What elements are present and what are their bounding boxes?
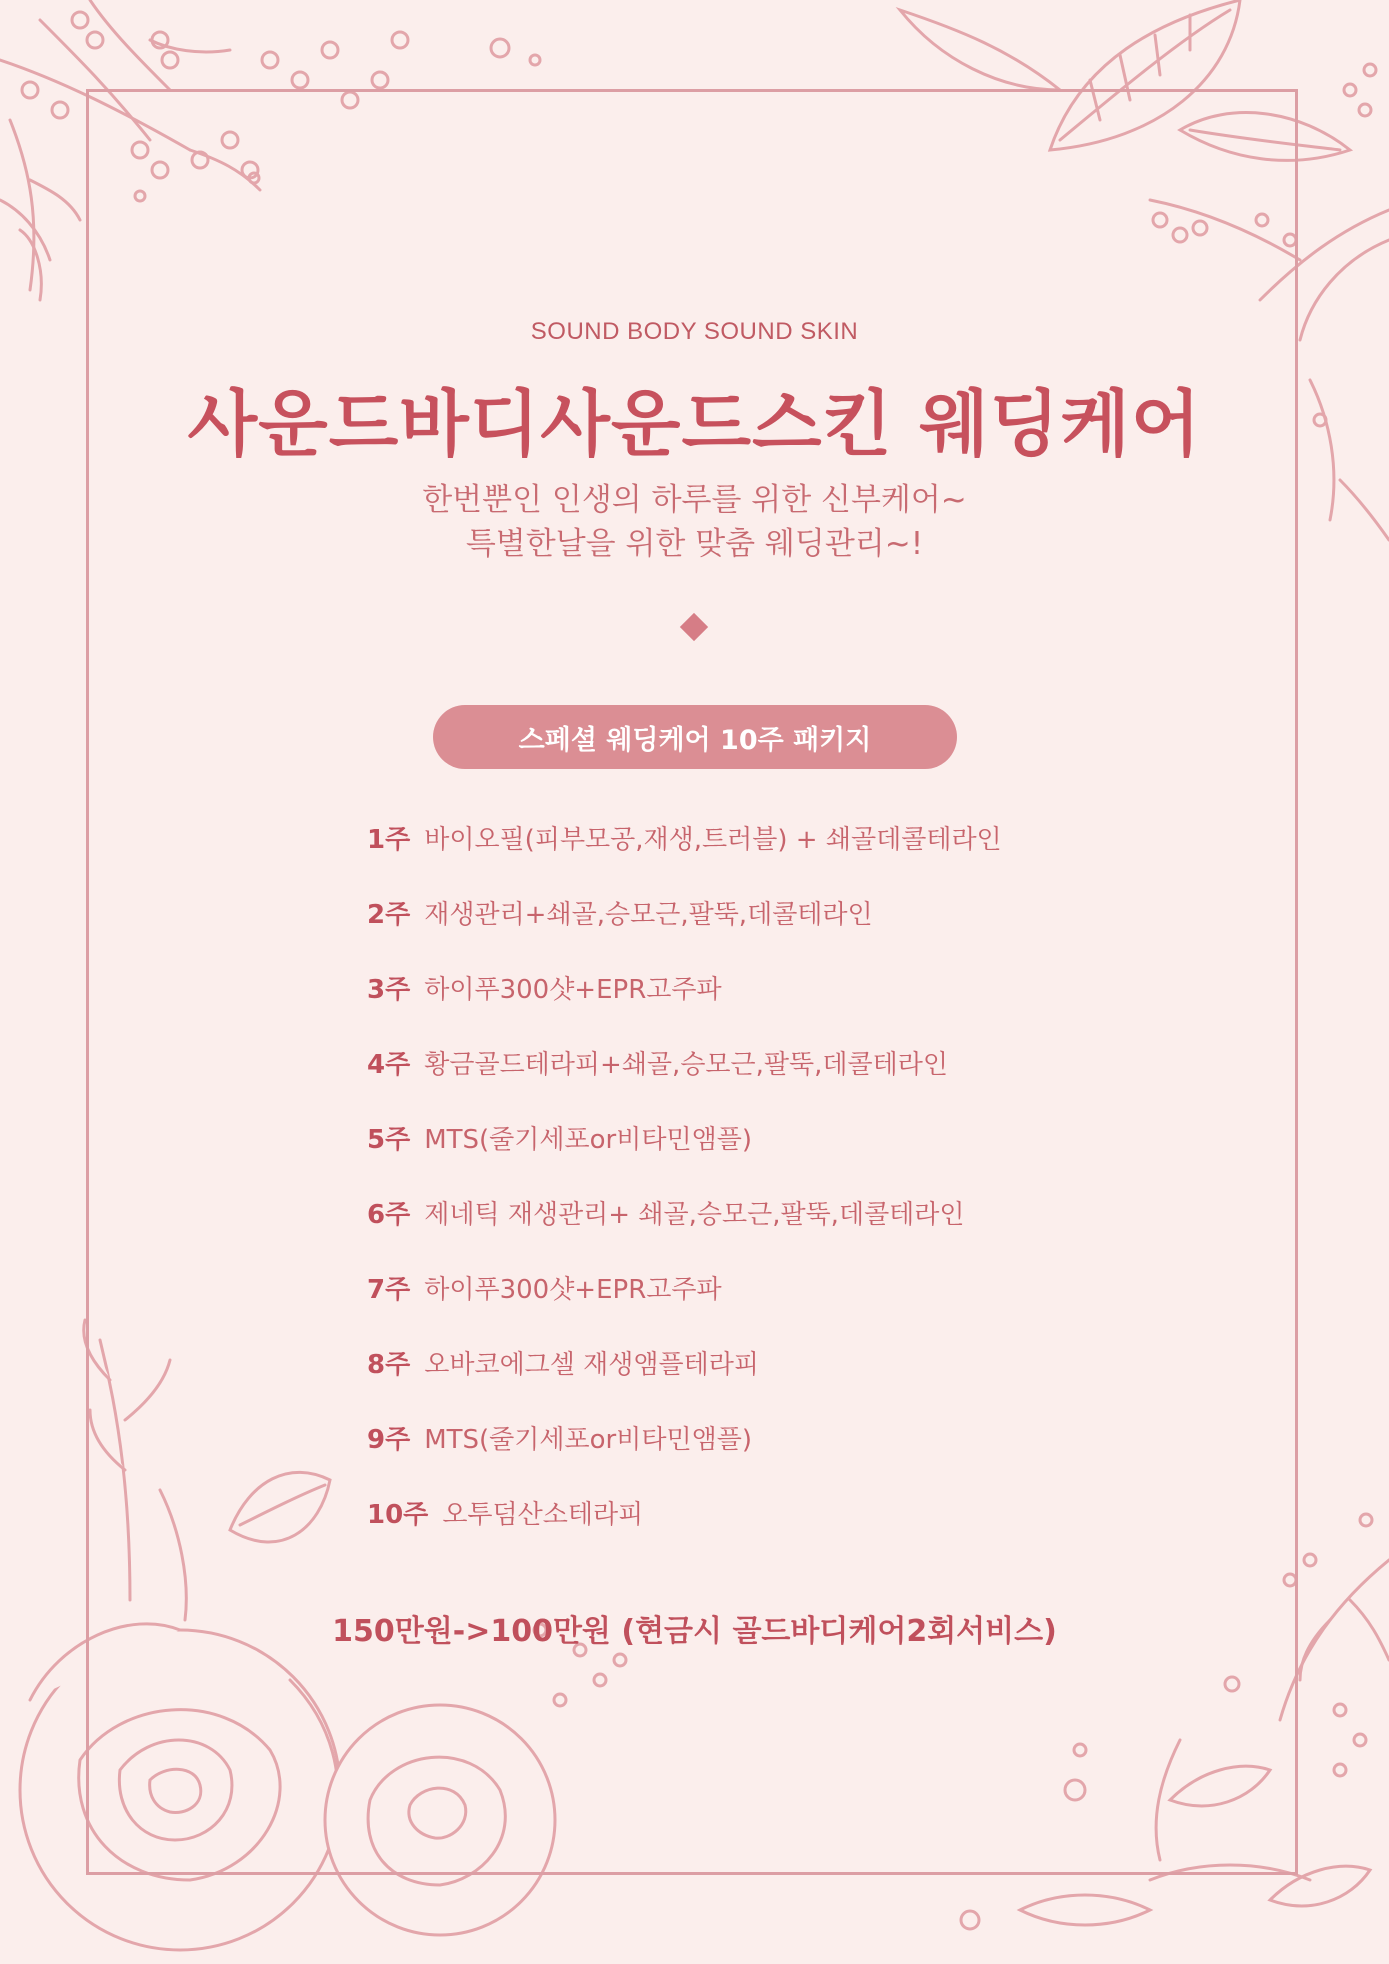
week-number: 9주 — [367, 1425, 411, 1455]
package-label-badge: 스페셜 웨딩케어 10주 패키지 — [433, 705, 957, 769]
week-item-1 — [367, 800, 1187, 875]
week-description: 재생관리+쇄골,승모근,팔뚝,데콜테라인 — [424, 900, 873, 930]
week-number: 7주 — [367, 1275, 411, 1305]
week-number: 8주 — [367, 1350, 411, 1380]
week-description: 제네틱 재생관리+ 쇄골,승모근,팔뚝,데콜테라인 — [424, 1200, 965, 1230]
tagline-line-2: 특별한날을 위한 맞춤 웨딩관리~! — [465, 526, 924, 562]
week-number: 4주 — [367, 1050, 411, 1080]
week-description: 황금골드테라피+쇄골,승모근,팔뚝,데콜테라인 — [424, 1050, 949, 1080]
week-item-8 — [367, 1325, 1187, 1400]
week-number: 6주 — [367, 1200, 411, 1230]
week-item-4 — [367, 1025, 1187, 1100]
brand-subtitle: SOUND BODY SOUND SKIN — [530, 318, 859, 345]
week-item-9 — [367, 1400, 1187, 1475]
price-offer: 150만원->100만원 (현금시 골드바디케어2회서비스) — [332, 1614, 1057, 1649]
week-item-6 — [367, 1175, 1187, 1250]
week-item-2 — [367, 875, 1187, 950]
diamond-divider-icon — [680, 613, 708, 641]
page-title: 사운드바디사운드스킨 웨딩케어 — [187, 382, 1202, 466]
tagline-line-1: 한번뿐인 인생의 하루를 위한 신부케어~ — [422, 482, 967, 518]
week-item-7 — [367, 1250, 1187, 1325]
week-number: 3주 — [367, 975, 411, 1005]
week-description: MTS(줄기세포or비타민앰플) — [424, 1125, 752, 1155]
week-description: 하이푸300샷+EPR고주파 — [424, 1275, 722, 1305]
week-item-10 — [367, 1475, 1187, 1550]
week-description: 바이오필(피부모공,재생,트러블) + 쇄골데콜테라인 — [424, 825, 1002, 855]
week-list — [367, 800, 1187, 1550]
week-number: 2주 — [367, 900, 411, 930]
week-number: 5주 — [367, 1125, 411, 1155]
week-item-5 — [367, 1100, 1187, 1175]
week-description: MTS(줄기세포or비타민앰플) — [424, 1425, 752, 1455]
week-item-3 — [367, 950, 1187, 1025]
week-description: 오투덤산소테라피 — [442, 1500, 644, 1530]
week-description: 오바코에그셀 재생앰플테라피 — [424, 1350, 759, 1380]
week-description: 하이푸300샷+EPR고주파 — [424, 975, 722, 1005]
week-number: 10주 — [367, 1500, 429, 1530]
week-number: 1주 — [367, 825, 411, 855]
